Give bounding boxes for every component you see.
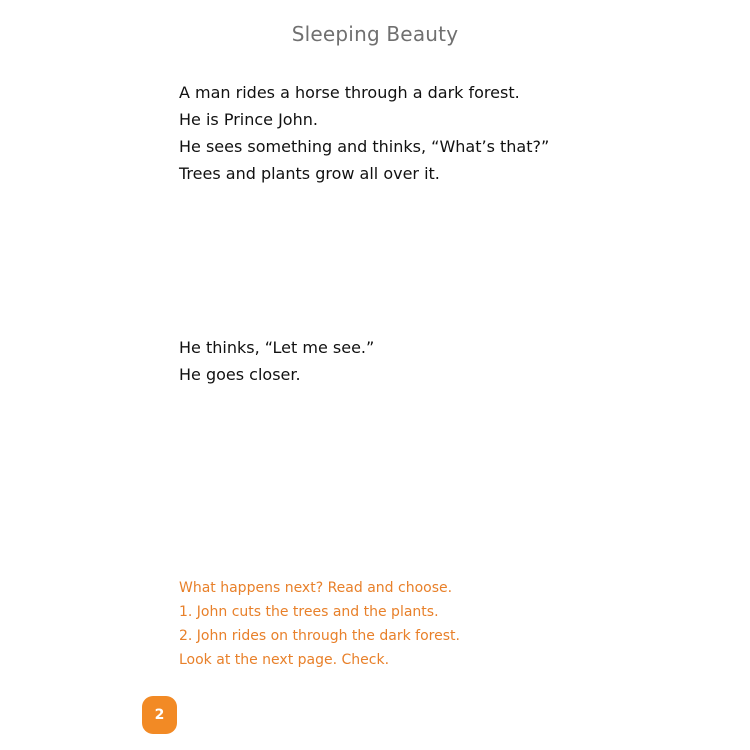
story-paragraph-1 bbox=[179, 79, 549, 187]
activity-box bbox=[179, 576, 460, 672]
story-line: A man rides a horse through a dark forest. bbox=[179, 83, 520, 102]
story-paragraph-2 bbox=[179, 334, 374, 388]
story-line: He goes closer. bbox=[179, 365, 301, 384]
story-line: Trees and plants grow all over it. bbox=[179, 164, 440, 183]
page-number-badge: 2 bbox=[142, 696, 177, 734]
story-line: He thinks, “Let me see.” bbox=[179, 338, 375, 357]
story-line: He sees something and thinks, “What’s that?” bbox=[179, 137, 550, 156]
activity-option-1: 1. John cuts the trees and the plants. bbox=[179, 604, 439, 620]
story-line: He is Prince John. bbox=[179, 110, 318, 129]
page-title: Sleeping Beauty bbox=[291, 22, 459, 46]
activity-option-2: 2. John rides on through the dark forest. bbox=[179, 628, 460, 644]
activity-instruction: Look at the next page. Check. bbox=[179, 652, 390, 668]
activity-prompt: What happens next? Read and choose. bbox=[179, 580, 453, 596]
